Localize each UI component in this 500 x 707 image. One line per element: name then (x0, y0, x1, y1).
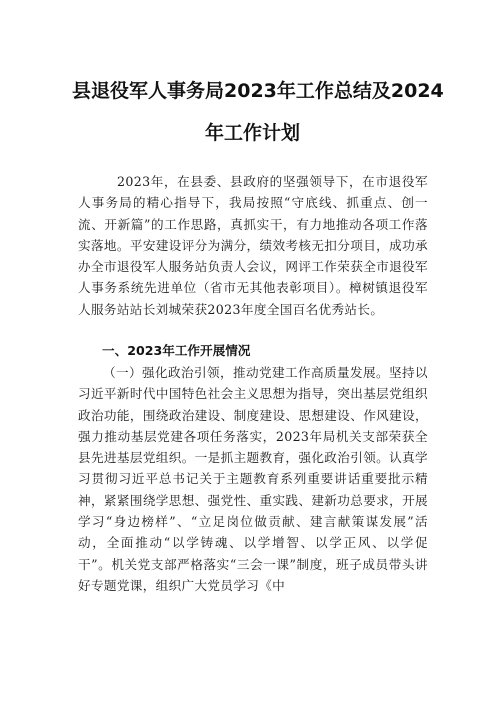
document-title-line-1: 县退役军人事务局2023年工作总结及2024 (72, 80, 444, 102)
section-1-paragraph: （一）强化政治引领，推动党建工作高质量发展。坚持以习近平新时代中国特色社会主义思想为指导，突出基层党组织政治功能，围绕政治建设、制度建设、思想建设、作风建设，强力推动基层党建各项任务落实，2023年局机关支部荣获全县先进基层党组织。一是抓主题教育，强化政治引领。认真学习贯彻习近平总书记关于主题教育系列重要讲话重要批示精神，紧紧围绕学思想、强党性、重实践、建新功总要求，开展学习“身边榜样”、“立足岗位做贡献、建言献策谋发展”活动，全面推动“以学铸魂、以学增智、以学正风、以学促干”。机关党支部严格落实“三会一课”制度，班子成员带头讲好专题党课，组织广大党员学习《中 (78, 365, 428, 593)
intro-paragraph: 2023年，在县委、县政府的坚强领导下，在市退役军人事务局的精心指导下，我局按照“守底线、抓重点、创一流、开新篇”的工作思路，真抓实干，有力地推动各项工作落实落地。平安建设评分为满分，绩效考核无扣分项目，成功承办全市退役军人服务站负责人会议，网评工作荣获全市退役军人事务系统先进单位（省市无其他表彰项目）。樟树镇退役军人服务站站长刘城荣获2023年度全国百名优秀站长。 (78, 174, 428, 317)
section-heading: 一、2023年工作开展情况 (102, 343, 251, 358)
document-title-line-2: 年工作计划 (205, 122, 301, 144)
